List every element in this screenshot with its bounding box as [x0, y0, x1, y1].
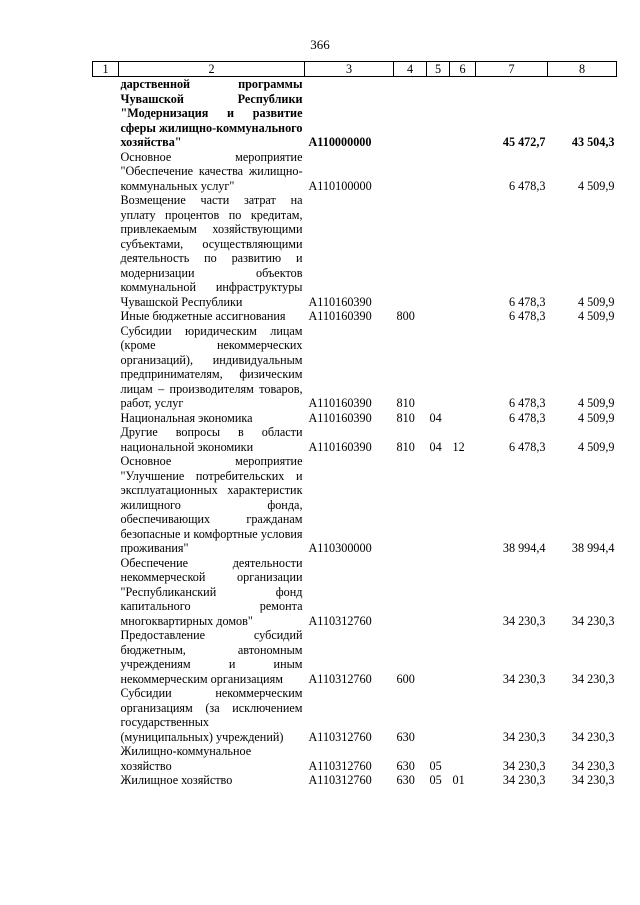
table-row: [93, 77, 617, 150]
row-expense-type: 600: [396, 671, 415, 686]
row-subsection: [450, 309, 476, 324]
row-expense-type: [394, 150, 427, 194]
row-amount-2: 4 509,9: [577, 410, 615, 425]
row-subsection: [450, 454, 476, 556]
row-subsection: [450, 77, 476, 150]
row-target-code: А110000000: [308, 135, 372, 149]
table-row: [93, 193, 617, 309]
row-amount-1: 34 230,3: [502, 671, 546, 686]
row-amount-2: 34 230,3: [571, 758, 615, 773]
row-expense-type: [394, 454, 427, 556]
table-row: [93, 686, 617, 744]
row-target-code: А110160390: [308, 439, 372, 454]
row-amount-1: 6 478,3: [508, 294, 546, 309]
row-section: 05: [429, 773, 442, 787]
row-amount-1: 45 472,7: [502, 135, 546, 149]
row-target-code: А110160390: [308, 396, 372, 410]
table-row: [93, 454, 617, 556]
row-target-code: А110312760: [308, 671, 372, 686]
row-name: дарственной программы Чувашской Республики "Модернизация и развитие сферы жилищно-коммунального хозяйства": [120, 77, 303, 149]
row-target-code: А110160390: [308, 410, 372, 425]
row-number-cell: [93, 425, 119, 454]
row-target-code: А110312760: [308, 613, 372, 628]
row-section: [427, 150, 450, 194]
row-amount-2: 34 230,3: [571, 729, 615, 744]
row-expense-type: 800: [396, 309, 415, 323]
row-amount-1: 34 230,3: [502, 773, 546, 787]
row-amount-2: 4 509,9: [577, 309, 615, 323]
row-amount-1: 6 478,3: [508, 410, 546, 425]
row-amount-1: 38 994,4: [502, 541, 546, 555]
table-row: [93, 411, 617, 426]
row-amount-2: 34 230,3: [571, 773, 615, 787]
row-subsection: [450, 411, 476, 426]
row-section: [427, 324, 450, 411]
row-expense-type: [394, 77, 427, 150]
row-name: Иные бюджетные ассигнования: [120, 309, 286, 323]
row-section: [427, 686, 450, 744]
row-target-code: А110312760: [308, 773, 372, 787]
row-section: [427, 77, 450, 150]
row-target-code: А110312760: [308, 758, 372, 773]
row-number-cell: [93, 324, 119, 411]
row-target-code: А110312760: [308, 729, 372, 744]
column-header: 2: [119, 62, 305, 77]
row-number-cell: [93, 454, 119, 556]
budget-table: [92, 61, 617, 788]
row-number-cell: [93, 309, 119, 324]
row-number-cell: [93, 411, 119, 426]
row-amount-2: 4 509,9: [577, 294, 615, 309]
row-amount-2: 4 509,9: [577, 439, 615, 454]
row-expense-type: 810: [396, 439, 415, 454]
column-header: 1: [93, 62, 119, 77]
row-expense-type: [394, 556, 427, 629]
row-name: Субсидии юридическим лицам (кроме некоммерческих организаций), индивидуальным предпринимателям, физическим лицам – производителям товаров, работ, услуг: [120, 323, 303, 410]
row-subsection: 12: [452, 439, 465, 454]
row-section: [427, 193, 450, 309]
row-section: [427, 309, 450, 324]
row-section: [427, 628, 450, 686]
row-amount-2: 38 994,4: [571, 541, 615, 555]
row-section: [427, 556, 450, 629]
row-amount-1: 34 230,3: [502, 729, 546, 744]
row-name: Предоставление субсидий бюджетным, автономным учреждениям и иным некоммерческим организациям: [120, 628, 303, 686]
row-section: [427, 454, 450, 556]
column-header: 7: [476, 62, 548, 77]
table-row: [93, 425, 617, 454]
row-name: Национальная экономика: [120, 410, 253, 425]
row-target-code: А110160390: [308, 294, 372, 309]
table-row: [93, 309, 617, 324]
row-number-cell: [93, 193, 119, 309]
row-number-cell: [93, 628, 119, 686]
column-header: 4: [394, 62, 427, 77]
row-name: Основное мероприятие "Обеспечение качества жилищно-коммунальных услуг": [120, 149, 303, 193]
row-target-code: А110100000: [308, 178, 372, 193]
row-subsection: [450, 628, 476, 686]
row-number-cell: [93, 150, 119, 194]
row-amount-2: 34 230,3: [571, 613, 615, 628]
row-amount-2: 43 504,3: [571, 135, 615, 149]
row-subsection: 01: [452, 773, 465, 787]
row-subsection: [450, 150, 476, 194]
row-number-cell: [93, 556, 119, 629]
column-header: 5: [427, 62, 450, 77]
row-name: Основное мероприятие "Улучшение потребительских и эксплуатационных характеристик жилищного фонда, обеспечивающих гражданам безопасные и комфортные условия проживания": [120, 454, 303, 555]
row-amount-1: 34 230,3: [502, 758, 546, 773]
table-header-row: [93, 62, 617, 77]
row-number-cell: [93, 744, 119, 773]
row-amount-1: 6 478,3: [508, 439, 546, 454]
row-subsection: [450, 324, 476, 411]
row-name: Другие вопросы в области национальной экономики: [120, 425, 303, 454]
row-section: 05: [429, 758, 442, 773]
table-row: [93, 324, 617, 411]
row-target-code: А110300000: [308, 541, 372, 555]
row-expense-type: 630: [396, 773, 415, 787]
row-number-cell: [93, 773, 119, 788]
table-row: [93, 773, 617, 788]
page-number: 366: [310, 37, 330, 52]
row-expense-type: 630: [396, 758, 415, 773]
row-subsection: [450, 686, 476, 744]
row-subsection: [450, 193, 476, 309]
row-name: Жилищно-коммунальное хозяйство: [120, 744, 252, 773]
row-section: 04: [429, 410, 442, 425]
row-number-cell: [93, 77, 119, 150]
row-name: Жилищное хозяйство: [120, 773, 233, 787]
row-section: 04: [429, 439, 442, 454]
row-amount-1: 6 478,3: [508, 396, 546, 410]
row-amount-1: 6 478,3: [508, 178, 546, 193]
column-header: 6: [450, 62, 476, 77]
table-row: [93, 150, 617, 194]
column-header: 3: [305, 62, 394, 77]
row-target-code: А110160390: [308, 309, 372, 323]
row-amount-2: 4 509,9: [577, 396, 615, 410]
table-row: [93, 744, 617, 773]
row-amount-2: 4 509,9: [577, 178, 615, 193]
row-amount-2: 34 230,3: [571, 671, 615, 686]
table-row: [93, 556, 617, 629]
row-amount-1: 34 230,3: [502, 613, 546, 628]
row-expense-type: [394, 193, 427, 309]
row-expense-type: 810: [396, 396, 415, 410]
row-expense-type: 810: [396, 410, 415, 425]
row-name: Субсидии некоммерческим организациям (за исключением государственных (муниципальных) учреждений): [120, 686, 303, 744]
row-subsection: [450, 744, 476, 773]
column-header: 8: [548, 62, 617, 77]
row-amount-1: 6 478,3: [508, 309, 546, 323]
table-row: [93, 628, 617, 686]
row-expense-type: 630: [396, 729, 415, 744]
row-name: Возмещение части затрат на уплату процентов по кредитам, привлекаемым хозяйствующими субъектами, осуществляющими деятельность по развитию и модернизации объектов коммунальной инфраструктуры Чувашской Республики: [120, 193, 303, 309]
row-subsection: [450, 556, 476, 629]
row-number-cell: [93, 686, 119, 744]
row-name: Обеспечение деятельности некоммерческой организации "Республиканский фонд капитального ремонта многоквартирных домов": [120, 555, 303, 628]
